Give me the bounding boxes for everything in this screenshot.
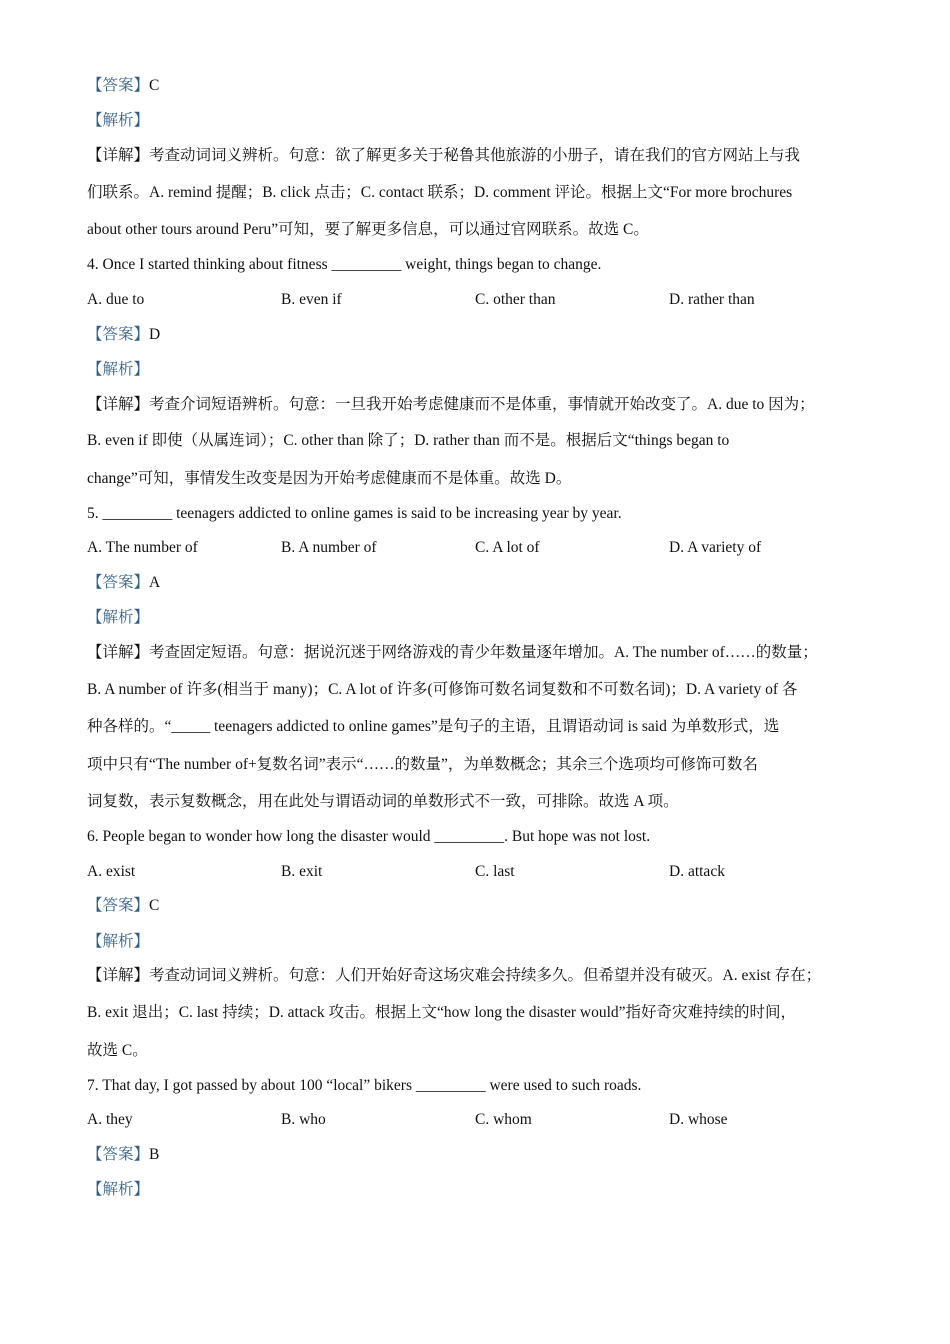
answer-label: 【答案】 xyxy=(87,574,150,591)
q4-option-a: A. due to xyxy=(87,291,145,308)
q3-detail-line-2: 们联系。A. remind 提醒；B. click 点击；C. contact 联系；D. comment 评论。根据上文“For more brochures xyxy=(87,184,793,201)
q4-answer: D xyxy=(149,326,161,343)
q5-answer-line xyxy=(87,573,160,593)
q6-option-a: A. exist xyxy=(87,863,136,880)
detail-label: 【详解】 xyxy=(87,644,150,661)
q7-option-d: D. whose xyxy=(669,1111,728,1128)
q6-option-c: C. last xyxy=(475,863,515,880)
q3-analysis-label xyxy=(87,111,149,131)
q6-detail-text-1: 考查动词词义辨析。句意：人们开始好奇这场灾难会持续多久。但希望并没有破灭。A. exist 存在； xyxy=(149,967,822,984)
q4-option-d: D. rather than xyxy=(669,291,755,308)
q4-detail-line-3: change”可知，事情发生改变是因为开始考虑健康而不是体重。故选 D。 xyxy=(87,470,572,487)
q4-answer-line xyxy=(87,325,160,345)
q6-answer: C xyxy=(149,897,160,914)
answer-label: 【答案】 xyxy=(87,77,150,94)
q5-detail-line-5: 词复数，表示复数概念，用在此处与谓语动词的单数形式不一致，可排除。故选 A 项。 xyxy=(87,793,679,810)
q5-stem: 5. _________ teenagers addicted to online games is said to be increasing year by year. xyxy=(87,505,622,522)
q6-detail-line-3: 故选 C。 xyxy=(87,1042,148,1059)
analysis-label: 【解析】 xyxy=(87,933,150,950)
q5-option-d: D. A variety of xyxy=(669,539,762,556)
analysis-label: 【解析】 xyxy=(87,1181,150,1198)
q5-detail-line-3: 种各样的。“_____ teenagers addicted to online games”是句子的主语，且谓语动词 is said 为单数形式，选 xyxy=(87,718,780,735)
q5-answer: A xyxy=(149,574,161,591)
q7-answer-line xyxy=(87,1145,159,1165)
q5-detail-line-4: 项中只有“The number of+复数名词”表示“……的数量”，为单数概念；其余三个选项均可修饰可数名 xyxy=(87,756,758,773)
q7-option-a: A. they xyxy=(87,1111,133,1128)
q6-option-b: B. exit xyxy=(281,863,323,880)
q6-detail-line-1 xyxy=(87,966,821,986)
analysis-label: 【解析】 xyxy=(87,361,150,378)
q5-detail-line-2: B. A number of 许多(相当于 many)；C. A lot of 许多(可修饰可数名词复数和不可数名词)；D. A variety of 各 xyxy=(87,681,798,698)
q7-option-c: C. whom xyxy=(475,1111,532,1128)
q6-analysis-label xyxy=(87,932,149,952)
q6-option-d: D. attack xyxy=(669,863,725,880)
q5-detail-line-1 xyxy=(87,643,818,663)
q4-option-c: C. other than xyxy=(475,291,556,308)
q4-option-b: B. even if xyxy=(281,291,342,308)
q5-option-c: C. A lot of xyxy=(475,539,540,556)
q7-analysis-label xyxy=(87,1180,149,1200)
analysis-label: 【解析】 xyxy=(87,112,150,129)
q7-answer: B xyxy=(149,1146,160,1163)
q7-stem: 7. That day, I got passed by about 100 “local” bikers _________ were used to such roads. xyxy=(87,1077,642,1094)
answer-label: 【答案】 xyxy=(87,1146,150,1163)
q5-option-a: A. The number of xyxy=(87,539,198,556)
q3-detail-text-1: 考查动词词义辨析。句意：欲了解更多关于秘鲁其他旅游的小册子，请在我们的官方网站上与我 xyxy=(149,147,801,164)
q3-answer: C xyxy=(149,77,160,94)
q3-detail-line-3: about other tours around Peru”可知，要了解更多信息，可以通过官网联系。故选 C。 xyxy=(87,221,649,238)
q5-analysis-label xyxy=(87,608,149,628)
detail-label: 【详解】 xyxy=(87,147,150,164)
q6-answer-line xyxy=(87,896,159,916)
q6-stem: 6. People began to wonder how long the disaster would _________. But hope was not lost. xyxy=(87,828,651,845)
q6-detail-line-2: B. exit 退出；C. last 持续；D. attack 攻击。根据上文“how long the disaster would”指好奇灾难持续的时间， xyxy=(87,1004,797,1021)
q4-detail-line-2: B. even if 即使（从属连词）；C. other than 除了；D. rather than 而不是。根据后文“things began to xyxy=(87,432,730,449)
detail-label: 【详解】 xyxy=(87,967,150,984)
q3-detail-line-1 xyxy=(87,146,800,166)
analysis-label: 【解析】 xyxy=(87,609,150,626)
q4-stem: 4. Once I started thinking about fitness _________ weight, things began to change. xyxy=(87,256,602,273)
q4-detail-line-1 xyxy=(87,395,815,415)
q5-option-b: B. A number of xyxy=(281,539,377,556)
q5-detail-text-1: 考查固定短语。句意：据说沉迷于网络游戏的青少年数量逐年增加。A. The number of……的数量； xyxy=(149,644,818,661)
q4-detail-text-1: 考查介词短语辨析。句意：一旦我开始考虑健康而不是体重，事情就开始改变了。A. due to 因为； xyxy=(149,396,815,413)
answer-label: 【答案】 xyxy=(87,897,150,914)
answer-label: 【答案】 xyxy=(87,326,150,343)
q3-answer-line xyxy=(87,76,159,96)
q7-option-b: B. who xyxy=(281,1111,326,1128)
q4-analysis-label xyxy=(87,360,149,380)
detail-label: 【详解】 xyxy=(87,396,150,413)
